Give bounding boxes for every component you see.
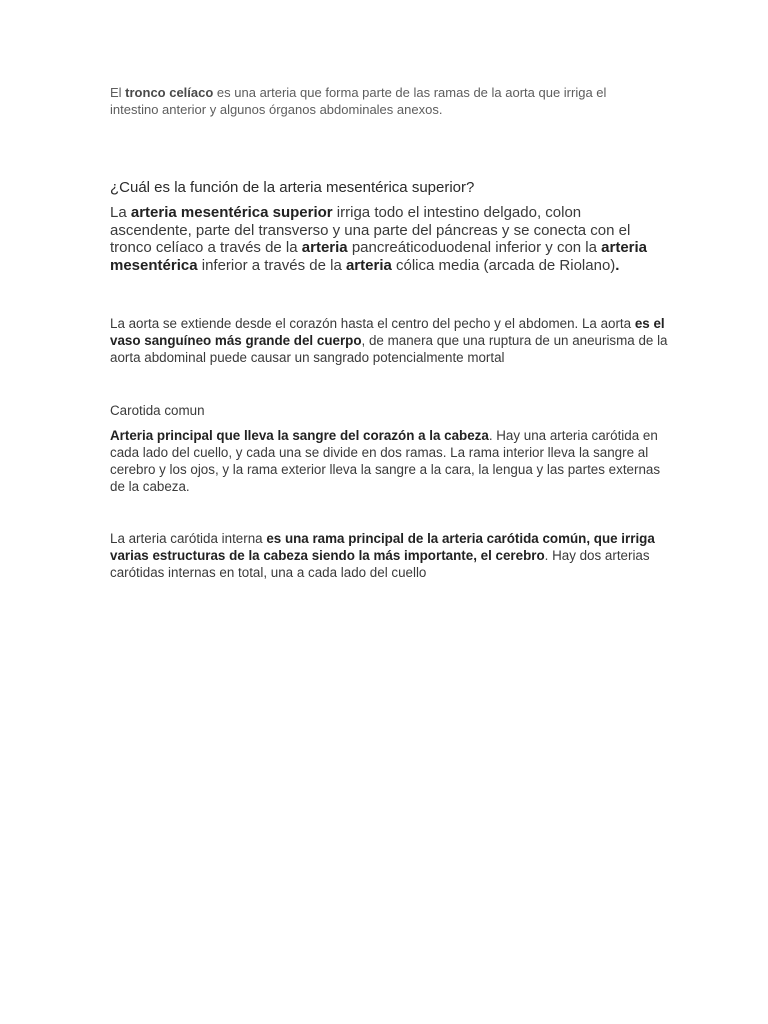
carotida-heading: Carotida comun	[110, 403, 205, 418]
bold-term: arteria mesentérica superior	[130, 204, 333, 221]
text-run: La arteria carótida interna	[110, 531, 267, 546]
text-run: . Hay una arteria carótida en cada lado del cuello, y cada una se divide en dos ramas. La rama interior lleva la sangre al cerebro y los ojos, y la rama exterior lleva la sangre a la cara, la lengua y las partes externas de la cabeza.	[110, 428, 661, 494]
text-run: es una arteria que forma parte de las ramas de la aorta que irriga el intestino anterior y algunos órganos abdominales anexos.	[110, 85, 607, 117]
paragraph-carotida-comun	[110, 427, 666, 495]
bold-period: .	[615, 256, 620, 274]
text-run: inferior a través de la	[197, 256, 346, 274]
text-run: irriga todo el intestino delgado, colon ascendente, parte del transverso y una parte del páncreas y se conecta con el tronco celíaco a través de la	[110, 204, 631, 256]
paragraph-aorta	[110, 315, 670, 366]
question-heading: ¿Cuál es la función de la arteria mesentérica superior?	[110, 179, 475, 196]
text-run: El	[110, 85, 126, 100]
text-run: cólica media (arcada de Riolano)	[391, 256, 616, 274]
bold-term: arteria	[345, 256, 392, 274]
bold-term: Arteria principal que lleva la sangre del corazón a la cabeza	[110, 428, 489, 443]
bold-term: arteria mesentérica	[110, 239, 648, 274]
bold-term: es una rama principal de la arteria carótida común, que irriga varias estructuras de la cabeza siendo la más importante, el cerebro	[110, 531, 655, 563]
bold-term-tronco-celiaco: tronco celíaco	[125, 85, 214, 100]
text-run: . Hay dos arterias carótidas internas en total, una a cada lado del cuello	[110, 548, 650, 580]
bold-term: es el vaso sanguíneo más grande del cuerpo	[110, 316, 665, 348]
text-run: La aorta se extiende desde el corazón hasta el centro del pecho y el abdomen. La aorta	[110, 316, 635, 331]
text-run: , de manera que una ruptura de un aneurisma de la aorta abdominal puede causar un sangrado potencialmente mortal	[110, 333, 668, 365]
paragraph-tronco-celiaco	[110, 84, 650, 118]
paragraph-mesenterica	[110, 204, 666, 274]
text-run: La	[110, 204, 131, 221]
paragraph-carotida-interna	[110, 530, 666, 581]
text-run: pancreáticoduodenal inferior y con la	[347, 239, 602, 256]
bold-term: arteria	[301, 239, 348, 256]
